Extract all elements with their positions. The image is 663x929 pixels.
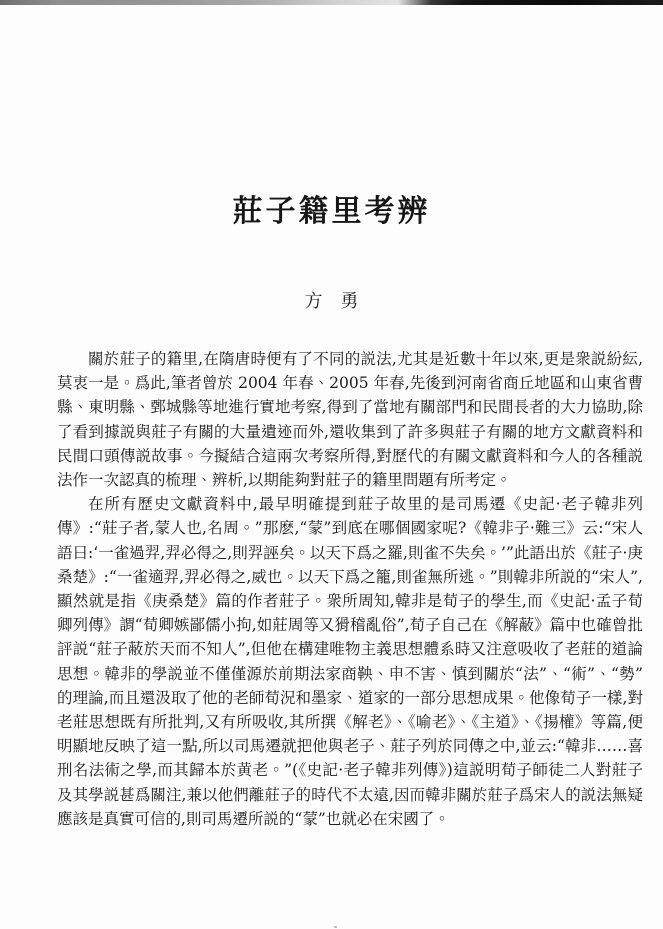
author-name: 方 勇 [304, 291, 359, 312]
scan-artifact-top-edge [0, 0, 663, 5]
article-body [57, 347, 643, 831]
scan-artifact-speck [334, 926, 337, 928]
article-title: 莊子籍里考辨 [232, 194, 431, 229]
paragraph-1: 關於莊子的籍里,在隋唐時便有了不同的説法,尤其是近數十年以來,更是衆説紛紜,莫衷一是。爲此,筆者曾於 2004 年春、2005 年春,先後到河南省商丘地區和山東省曹縣、東明縣、鄄城縣等地進行實地考察,得到了當地有關部門和民間長者的大力協助,除了看到據説與莊子有關的大量遺迹而外,還收集到了許多與莊子有關的地方文獻資料和民間口頭傳説故事。今擬結合這兩次考察所得,對歷代的有關文獻資料和今人的各種説法作一次認真的梳理、辨析,以期能夠對莊子的籍里問題有所考定。 [57, 350, 643, 490]
paragraph-2: 在所有歷史文獻資料中,最早明確提到莊子故里的是司馬遷《史記·老子韓非列傳》:“莊子者,蒙人也,名周。”那麽,“蒙”到底在哪個國家呢?《韓非子·難三》云:“宋人語曰:‘一雀過羿,羿必得之,則羿誣矣。以天下爲之羅,則雀不失矣。’”此語出於《莊子·庚桑楚》:“一雀適羿,羿必得之,威也。以天下爲之籠,則雀無所逃。”則韓非所説的“宋人”,顯然就是指《庚桑楚》篇的作者莊子。衆所周知,韓非是荀子的學生,而《史記·孟子荀卿列傳》謂“荀卿嫉鄙儒小拘,如莊周等又猾稽亂俗”,荀子自己在《解蔽》篇中也確曾批評説“莊子蔽於天而不知人”,但他在構建唯物主義思想體系時又注意吸收了老莊的道論思想。韓非的學説並不僅僅源於前期法家商鞅、申不害、慎到關於“法”、“術”、“勢”的理論,而且還汲取了他的老師荀況和墨家、道家的一部分思想成果。他像荀子一樣,對老莊思想既有所批判,又有所吸收,其所撰《解老》、《喻老》、《主道》、《揚權》等篇,便明顯地反映了這一點,所以司馬遷就把他與老子、莊子列於同傳之中,並云:“韓非……喜刑名法術之學,而其歸本於黄老。”(《史記·老子韓非列傳》)這説明荀子師徒二人對莊子及其學説甚爲關注,兼以他們離莊子的時代不太遠,因而韓非關於莊子爲宋人的説法無疑應該是真實可信的,則司馬遷所説的“蒙”也就必在宋國了。 [57, 495, 643, 828]
